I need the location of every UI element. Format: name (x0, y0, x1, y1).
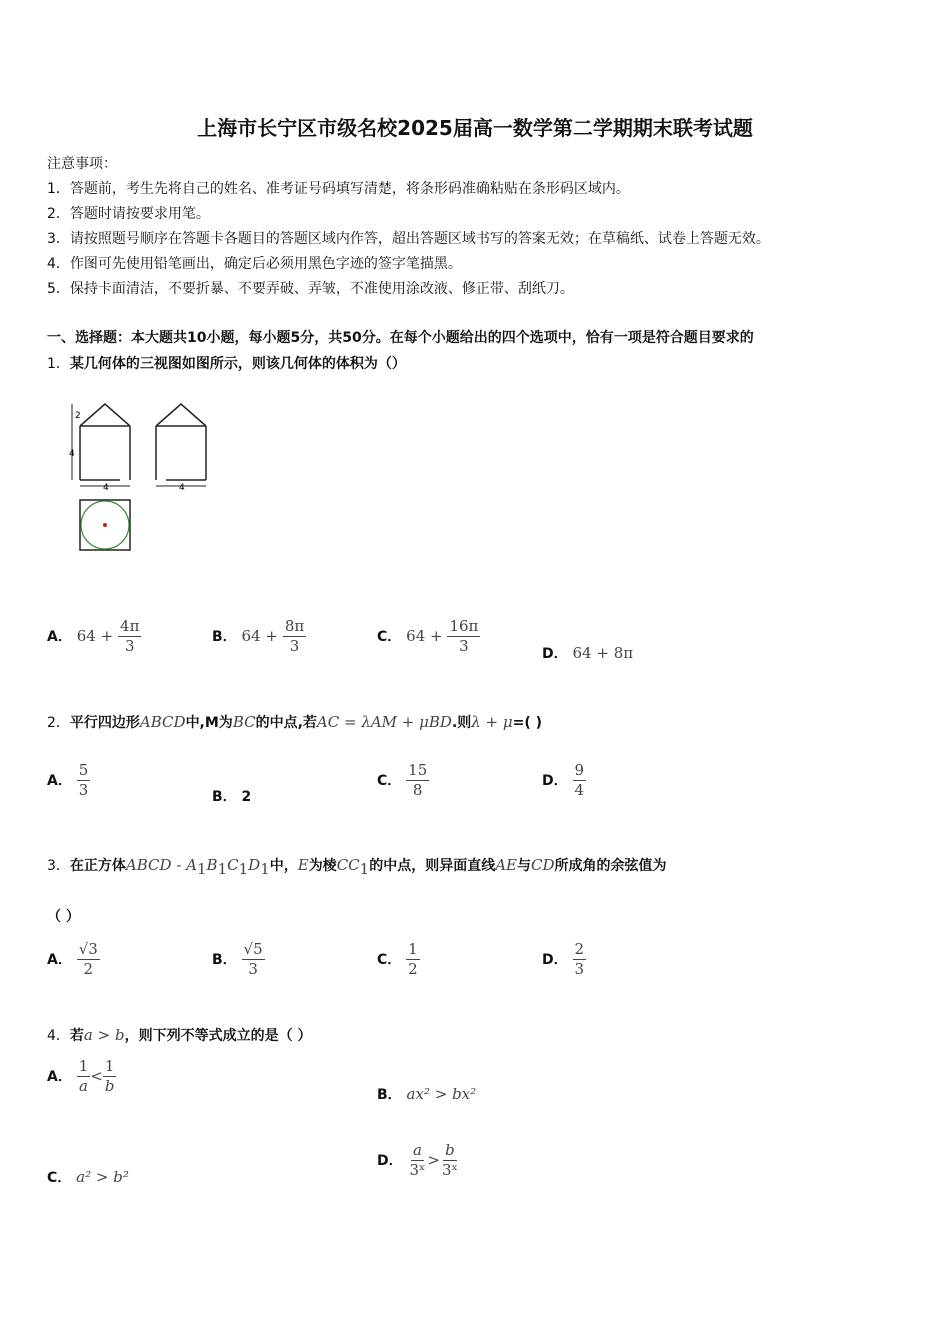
front-roof (80, 404, 130, 426)
option-expr: 64 + 8π (572, 644, 634, 662)
operator: > (427, 1150, 440, 1169)
option-c[interactable] (377, 762, 429, 800)
option-label: D． (542, 772, 568, 789)
option-a[interactable] (47, 762, 90, 800)
subscript: 1 (260, 859, 270, 878)
subscript: 1 (197, 859, 207, 878)
question-text: .则 (451, 715, 472, 731)
numerator: 1 (103, 1058, 117, 1077)
dim-label: 2 (75, 411, 81, 421)
dim-label: 4 (103, 483, 109, 493)
math-expr: BC (232, 713, 256, 731)
fraction (447, 618, 480, 656)
numerator: 2 (573, 941, 587, 960)
math-expr: ABCD - A (125, 856, 197, 874)
fraction (77, 941, 100, 979)
operator: < (90, 1066, 103, 1085)
option-d[interactable] (377, 1142, 460, 1180)
numerator: 1 (406, 941, 420, 960)
denominator: 4 (574, 781, 585, 800)
math-expr: CD (531, 856, 555, 874)
note-item: 3．请按照题号顺序在答题卡各题目的答题区域内作答，超出答题区域书写的答案无效；在草稿纸、试卷上答题无效。 (47, 231, 770, 247)
math-expr: B (206, 856, 218, 874)
question-text: 在正方体 (69, 858, 126, 874)
notes-heading: 注意事项： (47, 156, 117, 172)
math-expr: E (297, 856, 309, 874)
fraction (573, 941, 587, 979)
denominator: a (79, 1077, 88, 1096)
numerator: 15 (406, 762, 429, 781)
option-a[interactable] (47, 618, 141, 656)
option-label: D． (377, 1152, 403, 1169)
option-expr: 64 + (241, 626, 278, 645)
option-b[interactable] (212, 618, 306, 656)
denominator: 2 (408, 960, 418, 979)
fraction (408, 1142, 428, 1180)
question-text: ，则下列不等式成立的是（ ） (124, 1028, 312, 1044)
option-expr: a² > b² (76, 1168, 129, 1186)
option-a[interactable] (47, 941, 100, 979)
math-expr: CC (336, 856, 360, 874)
numerator: 1 (77, 1058, 91, 1077)
option-d[interactable] (542, 941, 586, 979)
section-heading: 一、选择题：本大题共10小题，每小题5分，共50分。在每个小题给出的四个选项中，恰有一项是符合题目要求的 (47, 330, 754, 346)
option-a[interactable] (47, 1058, 116, 1096)
dim-label: 4 (179, 483, 185, 493)
question-2 (47, 712, 542, 732)
option-expr: 64 + (76, 626, 114, 645)
denominator: b (104, 1077, 115, 1096)
question-text: 与 (517, 858, 531, 874)
option-label: B． (212, 951, 237, 968)
fraction (77, 762, 91, 800)
option-label: A． (47, 628, 72, 645)
option-label: A． (47, 951, 72, 968)
side-roof (156, 404, 206, 426)
question-number: 3． (47, 858, 70, 874)
option-label: B． (377, 1087, 402, 1103)
fraction (406, 941, 420, 979)
numerator: b (443, 1142, 457, 1161)
option-label: D． (542, 646, 568, 662)
three-view-figure (60, 396, 220, 556)
question-text: 的中点，则异面直线 (369, 858, 496, 874)
question-text: =( ) (512, 715, 543, 731)
option-d[interactable] (542, 762, 586, 800)
question-4 (47, 1025, 311, 1045)
numerator: a (411, 1142, 424, 1161)
denominator: 3 (574, 960, 585, 979)
option-c[interactable] (377, 941, 420, 979)
question-1 (47, 353, 406, 373)
subscript: 1 (238, 859, 249, 878)
option-d[interactable] (542, 643, 633, 663)
denominator: 3ˣ (441, 1161, 458, 1180)
fraction (242, 941, 265, 979)
question-text: 所成角的余弦值为 (554, 858, 667, 874)
dim-label: 4 (69, 449, 75, 459)
question-number: 4． (47, 1028, 70, 1044)
numerator: √5 (242, 941, 265, 960)
subscript: 1 (217, 859, 228, 878)
option-label: C． (377, 951, 402, 968)
math-expr: AC = λAM + μBD (316, 713, 452, 731)
question-text: 中， (269, 858, 298, 874)
option-expr: ax² > bx² (406, 1085, 477, 1103)
denominator: 3 (248, 960, 258, 979)
question-3 (47, 855, 667, 878)
numerator: 4π (118, 618, 141, 637)
fraction (118, 618, 141, 656)
fraction (440, 1142, 460, 1180)
fraction (283, 618, 306, 656)
option-label: B． (212, 628, 237, 645)
option-label: C． (377, 772, 402, 789)
option-value: 2 (241, 789, 252, 805)
option-label: A． (47, 1068, 72, 1085)
option-b[interactable] (377, 1084, 476, 1104)
note-item: 1．答题前，考生先将自己的姓名、准考证号码填写清楚，将条形码准确粘贴在条形码区域内。 (47, 181, 630, 197)
denominator: 2 (83, 960, 94, 979)
math-expr: a > b (83, 1026, 125, 1044)
denominator: 3 (289, 637, 300, 656)
option-b[interactable] (212, 941, 265, 979)
subscript: 1 (359, 859, 370, 878)
fraction (103, 1058, 117, 1096)
denominator: 3 (459, 637, 469, 656)
numerator: 9 (573, 762, 587, 781)
center-dot (103, 523, 107, 527)
question-text: 中,M为 (185, 715, 233, 731)
option-expr: 64 + (406, 626, 443, 645)
note-item: 5．保持卡面清洁，不要折暴、不要弄破、弄皱，不准使用涂改液、修正带、刮纸刀。 (47, 281, 574, 297)
fraction (573, 762, 587, 800)
option-label: A． (47, 772, 72, 789)
note-item: 4．作图可先使用铅笔画出，确定后必须用黑色字迹的签字笔描黑。 (47, 256, 462, 272)
option-c[interactable] (377, 618, 480, 656)
numerator: 16π (447, 618, 480, 637)
math-expr: D (248, 856, 261, 874)
note-item: 2．答题时请按要求用笔。 (47, 206, 210, 222)
option-b[interactable] (212, 786, 251, 806)
fraction (406, 762, 429, 800)
option-label: C． (47, 1170, 72, 1186)
option-label: B． (212, 789, 237, 805)
answer-paren: （ ） (47, 909, 80, 925)
page-title: 上海市长宁区市级名校2025届高一数学第二学期期末联考试题 (197, 116, 753, 140)
math-expr: C (227, 856, 239, 874)
math-expr: λ + μ (471, 713, 513, 731)
math-expr: AE (495, 856, 517, 874)
denominator: 3 (124, 637, 135, 656)
fraction (77, 1058, 91, 1096)
option-c[interactable] (47, 1167, 129, 1187)
option-label: C． (377, 628, 402, 645)
question-number: 2． (47, 715, 70, 731)
question-text: 若 (69, 1028, 84, 1044)
question-number: 1． (47, 356, 70, 372)
question-text: 的中点,若 (255, 715, 317, 731)
denominator: 3ˣ (409, 1161, 426, 1180)
question-text: 平行四边形 (69, 715, 140, 731)
numerator: √3 (77, 941, 100, 960)
option-label: D． (542, 951, 568, 968)
question-text: 某几何体的三视图如图所示，则该几何体的体积为（） (69, 356, 406, 372)
denominator: 3 (78, 781, 89, 800)
math-expr: ABCD (139, 713, 186, 731)
denominator: 8 (412, 781, 423, 800)
question-text: 为棱 (308, 858, 337, 874)
numerator: 5 (77, 762, 91, 781)
numerator: 8π (283, 618, 306, 637)
